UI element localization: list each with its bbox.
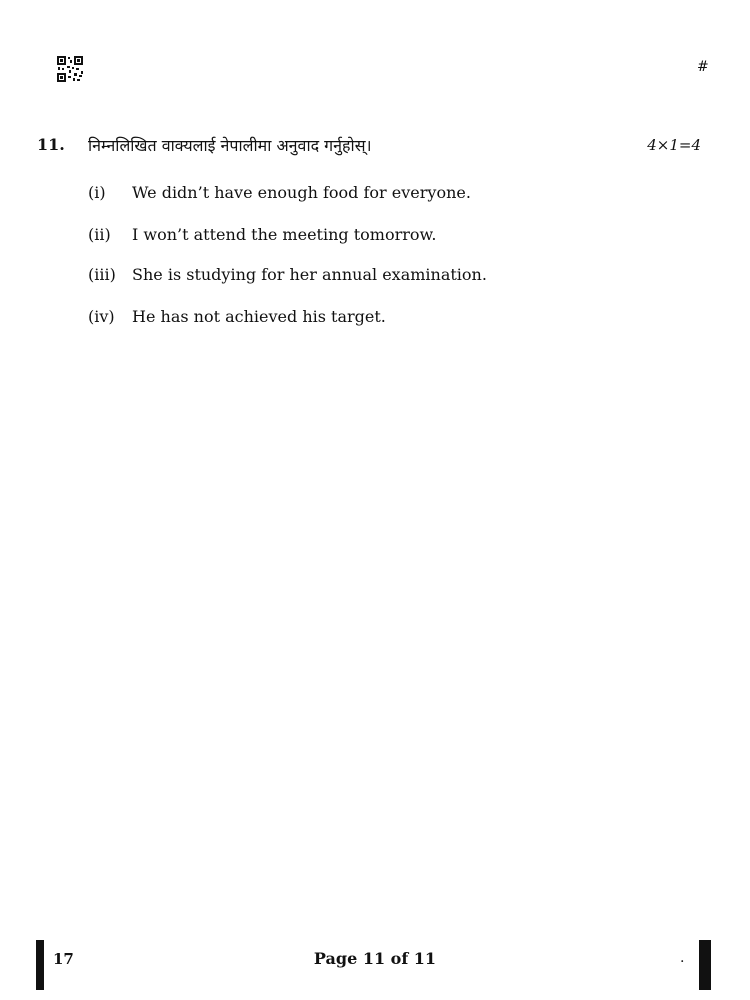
item-label: (i) (88, 183, 106, 202)
question-marks: 4×1=4 (647, 136, 701, 154)
list-item (88, 265, 487, 284)
footer-dot: . (680, 950, 685, 966)
item-label: (ii) (88, 225, 111, 244)
item-label: (iii) (88, 265, 116, 284)
page-marker: # (697, 59, 709, 75)
question-number: 11. (37, 135, 65, 154)
item-label: (iv) (88, 307, 115, 326)
item-text: We didn’t have enough food for everyone. (132, 183, 471, 202)
list-item (88, 225, 436, 244)
question-instruction: निम्नलिखित वाक्यलाई नेपालीमा अनुवाद गर्नुहोस्। (88, 136, 372, 155)
item-text: I won’t attend the meeting tomorrow. (132, 225, 437, 244)
list-item (88, 183, 471, 202)
footer-bar-right (699, 940, 711, 990)
footer-code: 17 (53, 950, 74, 968)
item-text: She is studying for her annual examination. (132, 265, 487, 284)
item-text: He has not achieved his target. (132, 307, 386, 326)
qr-code-icon (57, 56, 83, 82)
page-number: Page 11 of 11 (313, 949, 437, 968)
list-item (88, 307, 386, 326)
